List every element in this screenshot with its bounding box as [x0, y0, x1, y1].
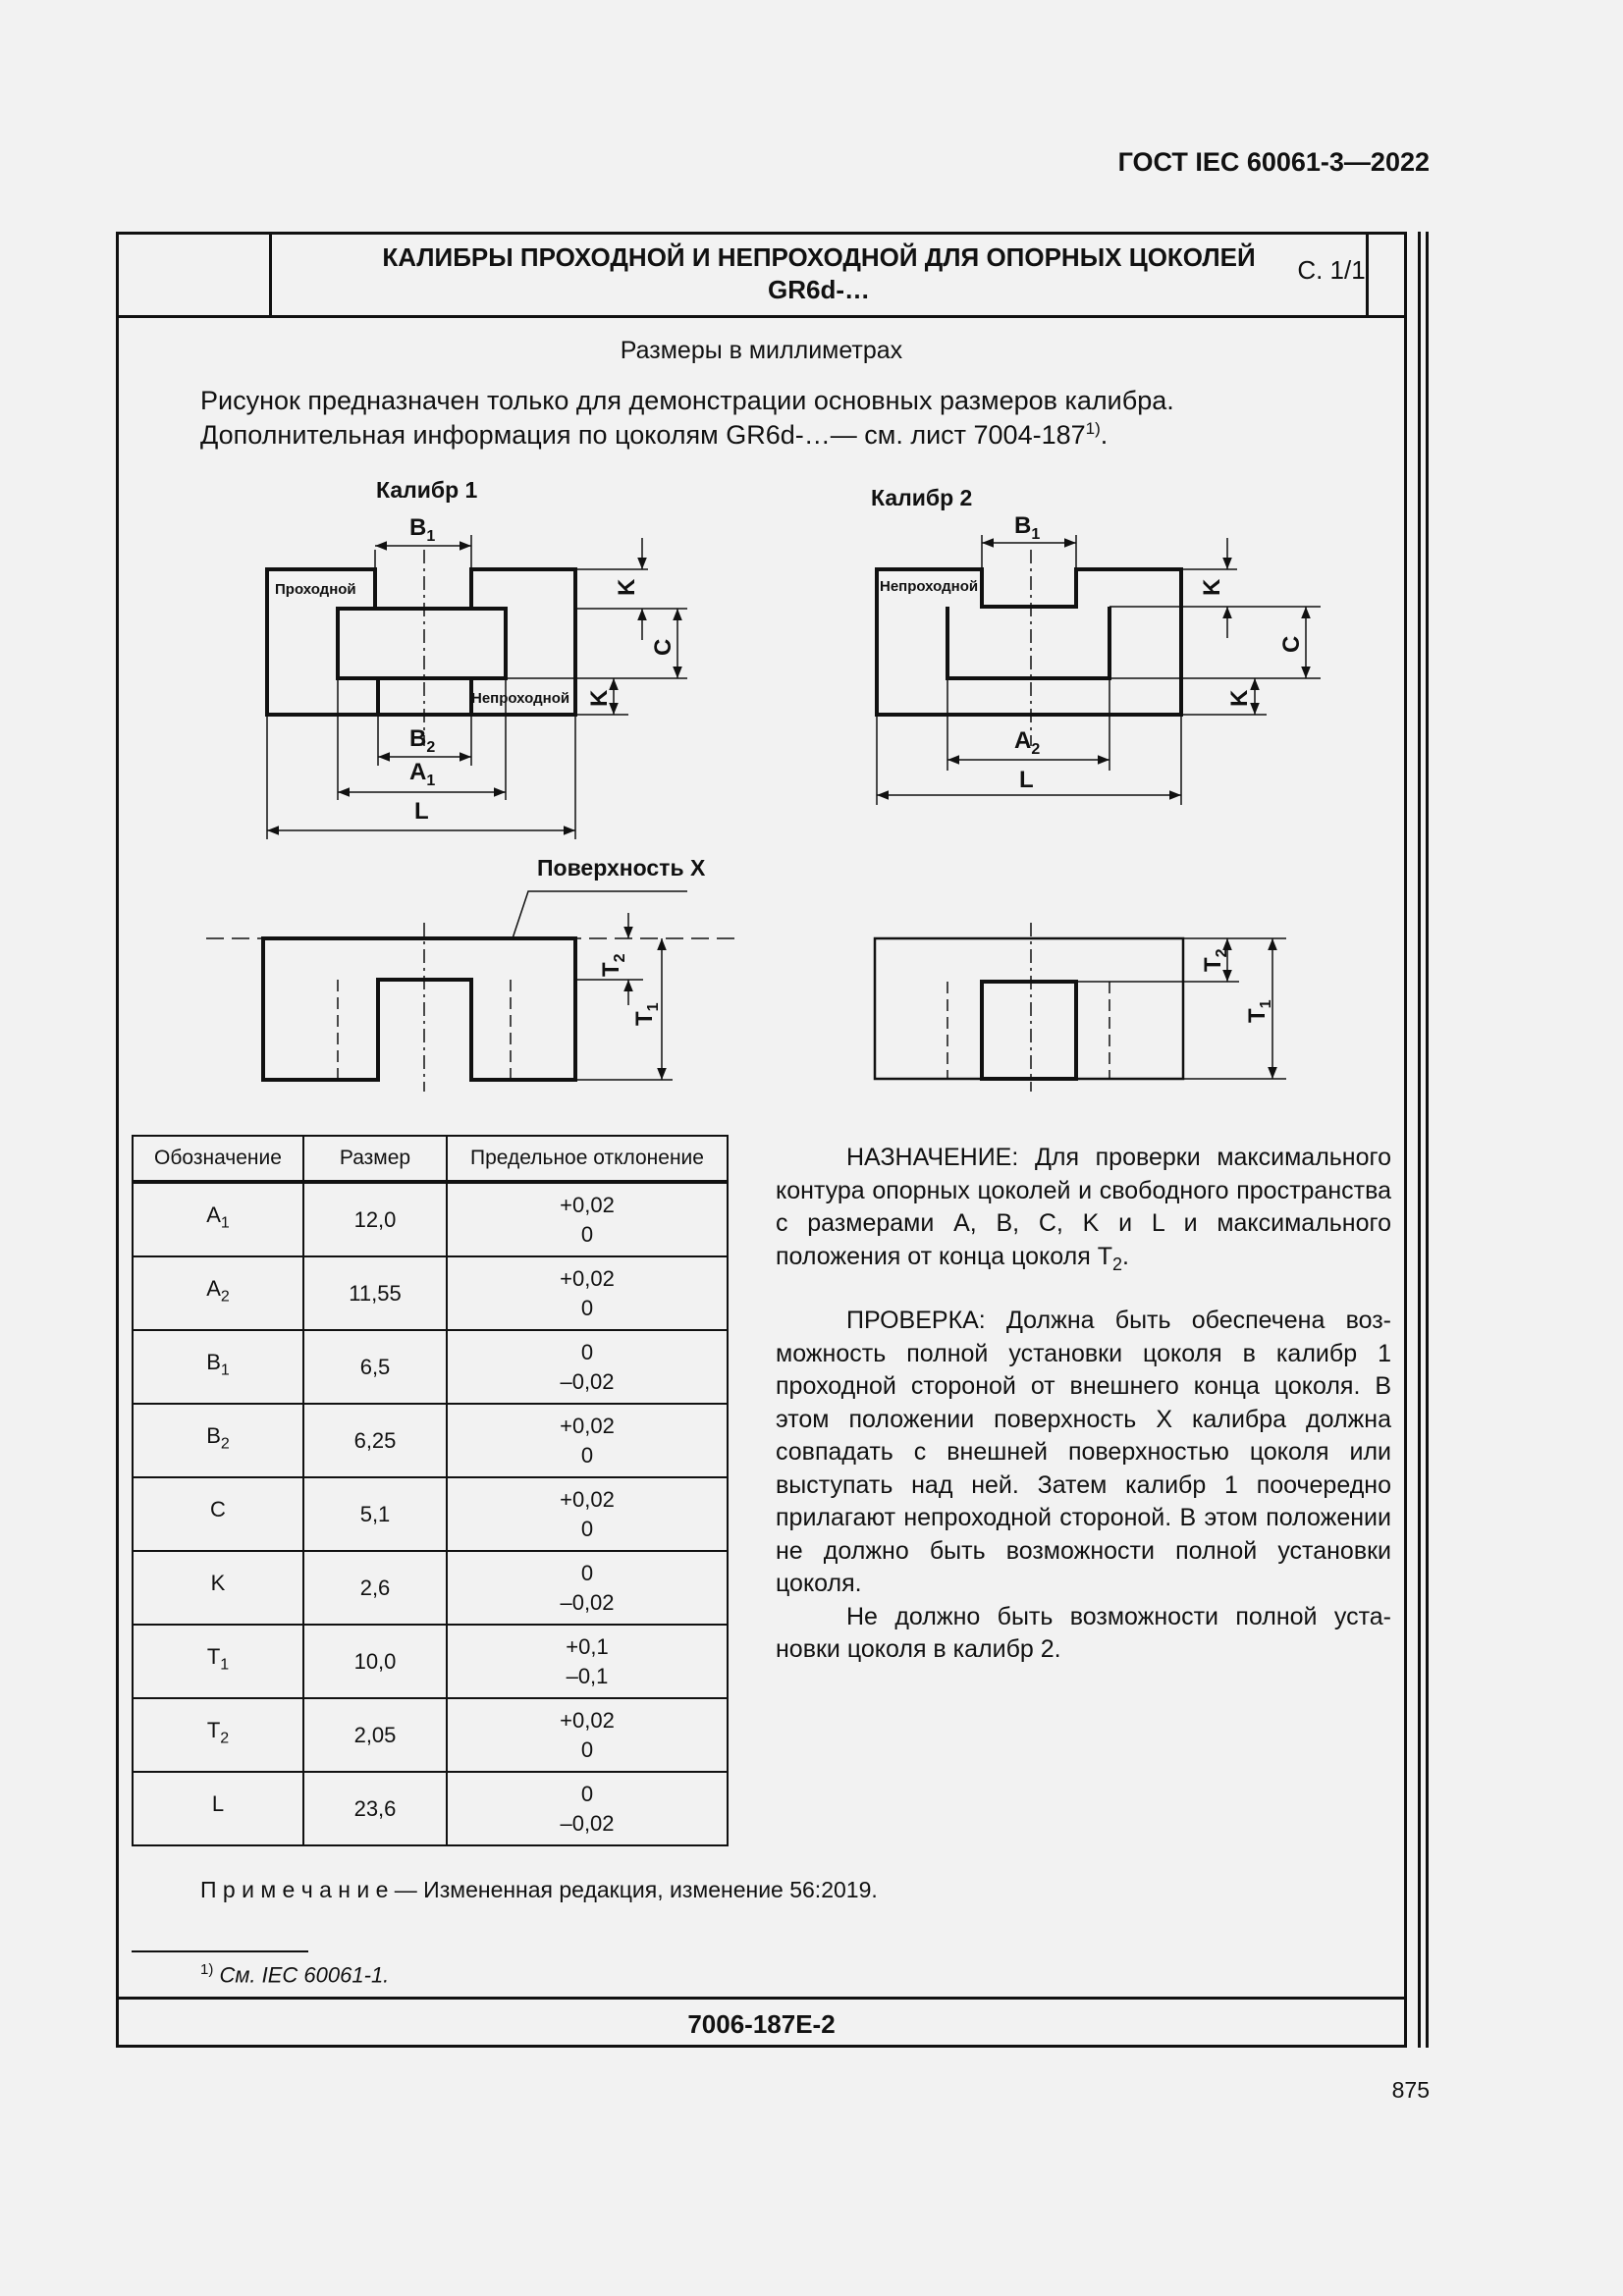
dim-t2: $T_2$	[1200, 948, 1230, 972]
column-header: Размер	[303, 1136, 447, 1182]
page-number: 875	[1391, 2077, 1430, 2103]
dim-k: K	[614, 578, 640, 596]
footnote-separator	[132, 1950, 308, 1952]
gauge2-label: Калибр 2	[871, 485, 973, 510]
table-row	[133, 1477, 728, 1551]
table-row	[133, 1404, 728, 1477]
gauge1-side-view	[206, 891, 736, 1092]
table-row	[133, 1256, 728, 1330]
size-cell: 6,5	[303, 1330, 447, 1404]
note: П р и м е ч а н и е — Измененная редакция, изменение 56:2019.	[200, 1877, 878, 1902]
table-row	[133, 1698, 728, 1772]
symbol-cell: $B_1$	[133, 1330, 303, 1404]
nogo-side-label: Непроходной	[471, 690, 570, 707]
tolerance-cell: +0,02 0	[447, 1256, 728, 1330]
dim-a2: $A_2$	[1014, 727, 1041, 758]
tolerance-cell: 0 –0,02	[447, 1551, 728, 1625]
dim-b2: $B_2$	[409, 725, 436, 756]
gauge2-side-view	[875, 923, 1286, 1092]
footnote-ref: 1)	[1085, 419, 1101, 438]
table-row	[133, 1551, 728, 1625]
gauge-drawings	[0, 0, 1623, 1119]
dim-k: K	[1226, 689, 1253, 707]
dim-l: L	[1019, 767, 1034, 793]
tolerance-cell: +0,02 0	[447, 1182, 728, 1256]
table-row	[133, 1772, 728, 1845]
size-cell: 23,6	[303, 1772, 447, 1845]
dim-a1: $A_1$	[409, 759, 436, 789]
units-note: Размеры в миллиметрах	[620, 337, 903, 364]
dim-c: C	[1278, 635, 1305, 653]
table-row	[133, 1330, 728, 1404]
table-header-row	[133, 1136, 728, 1182]
size-cell: 2,6	[303, 1551, 447, 1625]
size-cell: 2,05	[303, 1698, 447, 1772]
intro-end: .	[1100, 420, 1109, 450]
footer-row	[116, 1997, 1407, 2048]
purpose-end: .	[1121, 1242, 1129, 1270]
column-header: Предельное отклонение	[447, 1136, 728, 1182]
footnote	[200, 1961, 389, 1988]
dim-c: C	[650, 638, 676, 656]
table-row	[133, 1182, 728, 1256]
check-paragraphs	[776, 1305, 1391, 1667]
symbol-cell: K	[133, 1551, 303, 1625]
tolerance-cell: +0,02 0	[447, 1404, 728, 1477]
purpose-paragraph	[776, 1142, 1391, 1281]
size-cell: 5,1	[303, 1477, 447, 1551]
intro-text: Дополнительная информация по цоколям GR6d-…— см. лист 7004-187	[200, 420, 1086, 450]
dim-b1: $B_1$	[409, 514, 436, 545]
symbol-cell: $A_1$	[133, 1182, 303, 1256]
symbol-cell: L	[133, 1772, 303, 1845]
tolerance-cell: +0,02 0	[447, 1698, 728, 1772]
dimensions-table	[132, 1135, 729, 1846]
standard-designation: ГОСТ IEC 60061-3—2022	[1117, 147, 1430, 177]
intro-line: Рисунок предназначен только для демонстрации основных размеров калибра.	[200, 386, 1174, 415]
surface-x-label: Поверхность X	[537, 855, 706, 881]
title-line: GR6d-…	[768, 275, 870, 304]
dim-b1: $B_1$	[1014, 512, 1041, 543]
tolerance-cell: +0,1 –0,1	[447, 1625, 728, 1698]
dim-l: L	[414, 798, 429, 825]
symbol-cell: $T_1$	[133, 1625, 303, 1698]
sheet-code: 7006-187E-2	[687, 2009, 836, 2039]
symbol-cell: $A_2$	[133, 1256, 303, 1330]
dim-t2: $T_2$	[598, 953, 628, 977]
sheet-number: С. 1/1	[1297, 255, 1366, 285]
symbol-cell: $B_2$	[133, 1404, 303, 1477]
symbol-cell: $T_2$	[133, 1698, 303, 1772]
go-side-label: Проходной	[275, 581, 356, 598]
footnote-text: См. IEC 60061-1.	[213, 1962, 390, 1988]
purpose-subscript: 2	[1111, 1254, 1122, 1274]
dim-k: K	[1199, 578, 1225, 596]
symbol-cell: C	[133, 1477, 303, 1551]
tolerance-cell: 0 –0,02	[447, 1330, 728, 1404]
footnote-mark: 1)	[200, 1961, 214, 1978]
dim-k: K	[586, 689, 613, 707]
table-row	[133, 1625, 728, 1698]
title-line: КАЛИБРЫ ПРОХОДНОЙ И НЕПРОХОДНОЙ ДЛЯ ОПОРНЫХ ЦОКОЛЕЙ	[382, 242, 1256, 272]
gauge2-top-view	[877, 535, 1321, 805]
check-paragraph: Не должно быть возможности полной установки цоколя в калибр 2.	[776, 1602, 1391, 1663]
size-cell: 6,25	[303, 1404, 447, 1477]
check-paragraph: ПРОВЕРКА: Должна быть обеспечена возможность полной установки цоколя в калибр 1 проходной стороной от внешнего конца цоколя. В этом положении поверхность X калибра должна совпадать с внешней поверхностью цоколя или выступать над ней. Затем калибр 1 поочередно прилагают непроходной стороной. В этом положении не должно быть возможности полной установки цоколя.	[776, 1307, 1391, 1597]
tolerance-cell: +0,02 0	[447, 1477, 728, 1551]
purpose-text: НАЗНАЧЕНИЕ: Для проверки максимального контура опорных цоколей и свободного пространства с размерами A, B, C, K и L и максимального положения от конца цоколя T	[776, 1144, 1391, 1270]
tolerance-cell: 0 –0,02	[447, 1772, 728, 1845]
size-cell: 12,0	[303, 1182, 447, 1256]
size-cell: 10,0	[303, 1625, 447, 1698]
nogo-side-label: Непроходной	[880, 578, 979, 595]
size-cell: 11,55	[303, 1256, 447, 1330]
dim-t1: $T_1$	[631, 1002, 662, 1026]
dim-t1: $T_1$	[1244, 999, 1274, 1023]
column-header: Обозначение	[133, 1136, 303, 1182]
gauge1-label: Калибр 1	[376, 477, 478, 503]
